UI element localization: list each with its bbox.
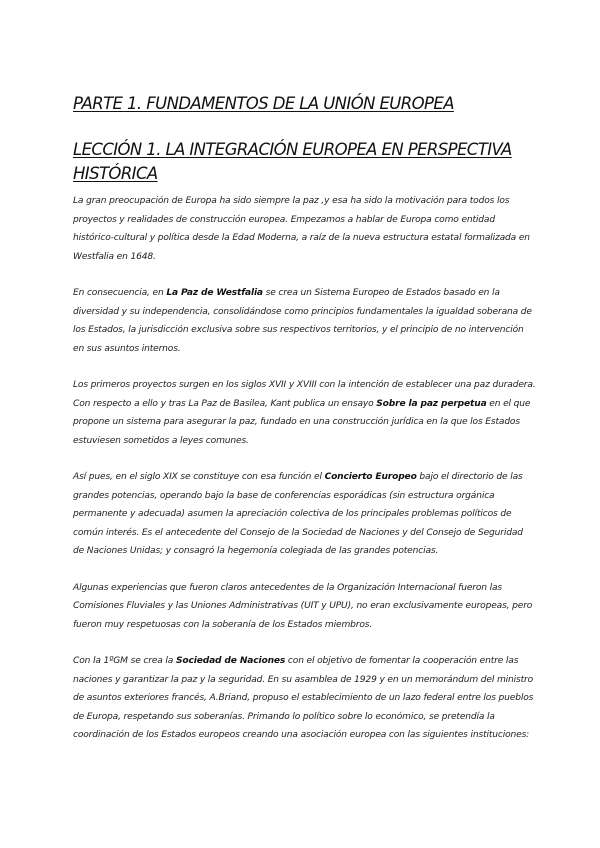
paragraph-text: con el objetivo de fomentar la cooperación entre las naciones y garantizar la paz y la seguridad. En su asamblea de 1929 y en un memorándum del ministro de asuntos exteriores francés, A.Briand, propuso el establecimiento de un lazo federal entre los pueblos de Europa, respetando sus soberanías. Primando lo político sobre lo económico, se pretendía la coordinación de los Estados europeos creando una asociación europea con las siguientes instituciones: xyxy=(73,656,534,740)
bold-term: Sociedad de Naciones xyxy=(175,656,286,666)
paragraph-text: bajo el directorio de las grandes potencias, operando bajo la base de conferencias esporádicas (sin estructura orgánica permanente y adecuada) asumen la apreciación colectiva de los principales problemas políticos de común interés. Es el antecedente del Consejo de la Sociedad de Naciones y del Consejo de Seguridad de Naciones Unidas; y consagró la hegemonía colegiada de las grandes potencias. xyxy=(73,472,523,556)
paragraph-text: En consecuencia, en xyxy=(73,288,167,298)
paragraph-westfalia xyxy=(73,284,536,358)
paragraph-intro: La gran preocupación de Europa ha sido siempre la paz ,y esa ha sido la motivación para todos los proyectos y realidades de construcción europea. Empezamos a hablar de Europa como entidad histórico-cultural y política desde la Edad Moderna, a raíz de la nueva estructura estatal formalizada en Westfalia en 1648. xyxy=(73,196,530,262)
paragraph-concierto xyxy=(73,468,536,561)
paragraph-text: en el que propone un sistema para asegurar la paz, fundado en una construcción jurídica en la que los Estados estuviesen sometidos a leyes comunes. xyxy=(73,398,531,446)
paragraph-text: se crea un Sistema Europeo de Estados basado en la diversidad y su independencia, consolidándose como principios fundamentales la igualdad soberana de los Estados, la jurisdicción exclusiva sobre sus respectivos territorios, y el principio de no intervención en sus asuntos internos. xyxy=(73,288,532,354)
bold-term: Sobre la paz perpetua xyxy=(376,398,487,409)
paragraph-text: Los primeros proyectos surgen en los siglos XVII y XVIII con la intención de establecer una paz duradera. Con respecto a ello y tras La Paz de Basilea, Kant publica un ensayo xyxy=(73,380,536,409)
bold-term: La Paz de Westfalia xyxy=(166,288,263,298)
paragraph-text: Así pues, en el siglo XIX se constituye con esa función el xyxy=(73,472,325,482)
part-heading: PARTE 1. FUNDAMENTOS DE LA UNIÓN EUROPEA xyxy=(73,94,454,113)
lesson-heading: LECCIÓN 1. LA INTEGRACIÓN EUROPEA EN PERSPECTIVA HISTÓRICA xyxy=(73,140,512,183)
bold-term: Concierto Europeo xyxy=(324,472,417,482)
paragraph-sociedad-naciones xyxy=(73,652,536,745)
paragraph-antecedentes: Algunas experiencias que fueron claros antecedentes de la Organización Internacional fueron las Comisiones Fluviales y las Uniones Administrativas (UIT y UPU), no eran exclusivamente europeas, pero fueron muy respetuosas con la soberanía de los Estados miembros. xyxy=(73,582,533,630)
paragraph-text: Con la 1ºGM se crea la xyxy=(73,656,176,666)
paragraph-paz-perpetua xyxy=(73,376,536,450)
